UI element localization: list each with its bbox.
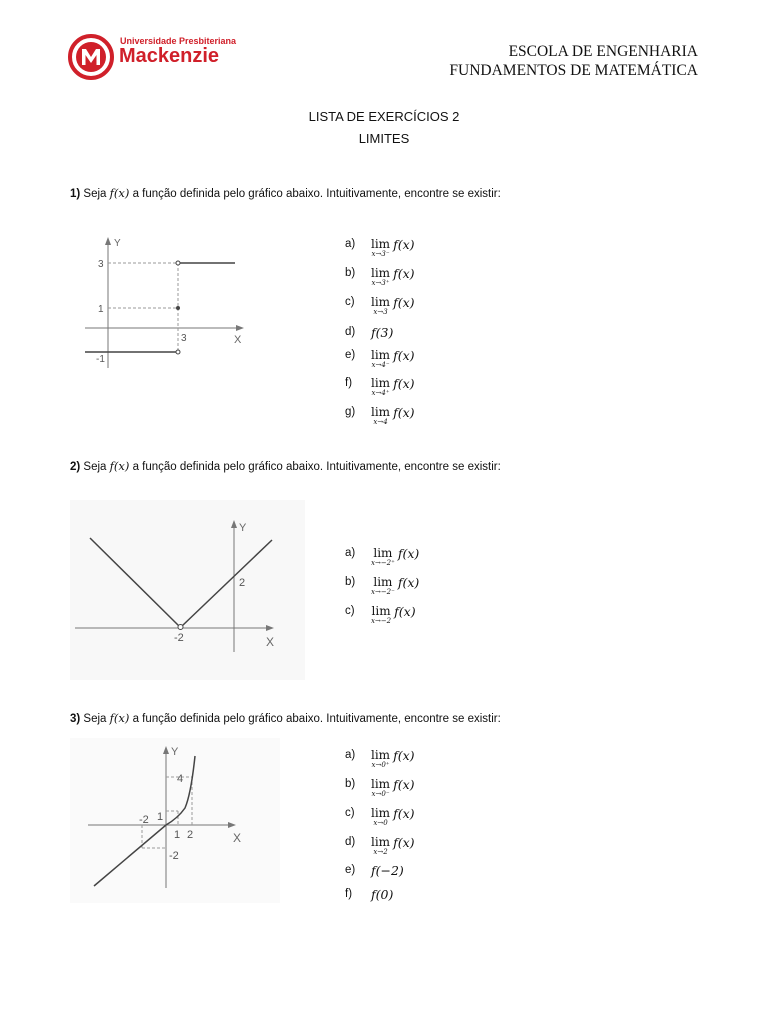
exercise-item	[345, 605, 416, 625]
limit-operator	[371, 267, 390, 287]
graph-3	[70, 738, 280, 903]
exercise-item	[345, 377, 415, 397]
lim-subscript: x→−2	[371, 617, 392, 625]
item-expression: f(x)	[397, 546, 420, 561]
item-expression: f(x)	[393, 806, 415, 821]
tick-label: -1	[96, 354, 105, 365]
item-expression: f(x)	[393, 405, 415, 420]
lim-subscript: x→3⁺	[371, 279, 390, 287]
graph-2	[70, 500, 305, 680]
limit-operator	[371, 576, 395, 596]
item-expression: f(x)	[397, 575, 420, 590]
lim-subscript: x→−2⁺	[371, 559, 395, 567]
question-1-prompt	[70, 186, 501, 200]
limit-operator	[371, 605, 391, 625]
limit-operator	[371, 377, 390, 397]
header-right	[449, 42, 698, 80]
limit-operator	[371, 238, 390, 258]
item-label: b)	[345, 576, 356, 588]
item-expression: f(0)	[371, 887, 394, 902]
lim-subscript: x→2	[373, 848, 388, 856]
lim-word: lim	[371, 604, 391, 618]
exercise-item	[345, 406, 415, 426]
course-name: FUNDAMENTOS DE MATEMÁTICA	[449, 62, 698, 79]
function-symbol: f(x)	[109, 459, 130, 473]
item-label: d)	[345, 836, 356, 848]
exercise-item	[345, 326, 393, 340]
tick-label: 4	[177, 773, 184, 785]
item-expression: f(x)	[394, 604, 416, 619]
lim-word: lim	[373, 575, 393, 589]
item-label: a)	[345, 749, 356, 761]
item-expression: f(3)	[371, 325, 394, 340]
lim-word: lim	[371, 835, 391, 849]
open-point	[178, 625, 183, 630]
graph-1	[80, 228, 280, 393]
limit-operator	[371, 547, 395, 567]
lim-word: lim	[371, 376, 391, 390]
item-expression: f(x)	[393, 295, 415, 310]
item-expression: f(x)	[393, 748, 415, 763]
item-label: b)	[345, 267, 356, 279]
lim-subscript: x→4	[373, 418, 388, 426]
list-title: LISTA DE EXERCÍCIOS 2	[308, 109, 460, 124]
exercise-item	[345, 749, 415, 769]
tick-label: -2	[169, 850, 179, 862]
exercise-item	[345, 576, 419, 596]
item-expression: f(x)	[393, 348, 415, 363]
item-label: b)	[345, 778, 356, 790]
exercise-item	[345, 807, 415, 827]
list-subtitle: LIMITES	[358, 131, 410, 146]
exercise-item	[345, 778, 415, 798]
lim-subscript: x→0⁺	[371, 761, 390, 769]
question-number: 2)	[70, 461, 81, 473]
item-label: e)	[345, 349, 356, 361]
question-number: 3)	[70, 713, 81, 725]
lim-word: lim	[371, 266, 391, 280]
item-label: a)	[345, 238, 356, 250]
exercise-item	[345, 888, 393, 902]
question-2-prompt	[70, 459, 501, 473]
item-expression: f(x)	[393, 376, 415, 391]
question-3-prompt	[70, 711, 501, 725]
exercise-item	[345, 349, 415, 369]
limit-operator	[371, 778, 390, 798]
function-symbol: f(x)	[109, 711, 130, 725]
lim-word: lim	[371, 748, 391, 762]
lim-word: lim	[371, 295, 391, 309]
lim-word: lim	[371, 777, 391, 791]
item-expression: f(−2)	[371, 863, 404, 878]
function-symbol: f(x)	[109, 186, 130, 200]
item-expression: f(x)	[393, 237, 415, 252]
item-label: f)	[345, 377, 353, 389]
open-point	[176, 350, 180, 354]
item-label: c)	[345, 807, 355, 819]
item-label: a)	[345, 547, 356, 559]
prompt-text: a função definida pelo gráfico abaixo. Intuitivamente, encontre se existir:	[129, 188, 501, 200]
limit-operator	[371, 406, 390, 426]
lim-subscript: x→−2⁻	[371, 588, 395, 596]
logo-line2: Mackenzie	[119, 45, 220, 67]
prompt-text: Seja	[80, 713, 110, 725]
lim-word: lim	[373, 546, 393, 560]
item-label: c)	[345, 296, 355, 308]
limit-operator	[371, 349, 390, 369]
question-number: 1)	[70, 188, 81, 200]
item-label: e)	[345, 864, 356, 876]
exercise-item	[345, 238, 415, 258]
y-axis-label: Y	[114, 238, 121, 249]
x-axis-label: X	[233, 831, 242, 845]
x-axis-label: X	[234, 334, 242, 346]
lim-subscript: x→0⁻	[371, 790, 390, 798]
tick-label: 3	[181, 333, 187, 344]
lim-subscript: x→4⁺	[371, 389, 390, 397]
lim-word: lim	[371, 806, 391, 820]
prompt-text: Seja	[80, 461, 110, 473]
lim-subscript: x→3	[373, 308, 388, 316]
lim-subscript: x→3⁻	[371, 250, 390, 258]
exercise-item	[345, 267, 415, 287]
university-logo	[68, 34, 114, 80]
item-expression: f(x)	[393, 835, 415, 850]
filled-point	[176, 306, 180, 310]
item-label: d)	[345, 326, 356, 338]
item-expression: f(x)	[393, 266, 415, 281]
x-axis-label: X	[266, 635, 275, 649]
open-point	[176, 261, 180, 265]
exercise-item	[345, 864, 404, 878]
item-expression: f(x)	[393, 777, 415, 792]
tick-label: -2	[139, 814, 149, 826]
limit-operator	[371, 296, 390, 316]
lim-subscript: x→4⁻	[371, 361, 390, 369]
lim-word: lim	[371, 348, 391, 362]
exercise-item	[345, 547, 419, 567]
exercise-item	[345, 836, 415, 856]
school-name: ESCOLA DE ENGENHARIA	[508, 43, 698, 60]
lim-subscript: x→0	[373, 819, 388, 827]
limit-operator	[371, 807, 390, 827]
y-axis-label: Y	[239, 522, 247, 534]
lim-word: lim	[371, 237, 391, 251]
limit-operator	[371, 749, 390, 769]
tick-label: 2	[239, 577, 246, 589]
mackenzie-logo-icon	[68, 34, 114, 80]
exercise-item	[345, 296, 415, 316]
item-label: g)	[345, 406, 356, 418]
limit-operator	[371, 836, 390, 856]
prompt-text: a função definida pelo gráfico abaixo. Intuitivamente, encontre se existir:	[129, 461, 501, 473]
tick-label: 3	[98, 259, 104, 270]
lim-word: lim	[371, 405, 391, 419]
tick-label: 1	[174, 829, 181, 841]
item-label: c)	[345, 605, 355, 617]
item-label: f)	[345, 888, 353, 900]
prompt-text: a função definida pelo gráfico abaixo. Intuitivamente, encontre se existir:	[129, 713, 501, 725]
tick-label: 1	[157, 811, 164, 823]
tick-label: 2	[187, 829, 194, 841]
tick-label: -2	[174, 632, 184, 644]
y-axis-label: Y	[171, 746, 179, 758]
tick-label: 1	[98, 304, 104, 315]
logo-line1: Universidade Presbiteriana	[120, 36, 237, 46]
prompt-text: Seja	[80, 188, 110, 200]
